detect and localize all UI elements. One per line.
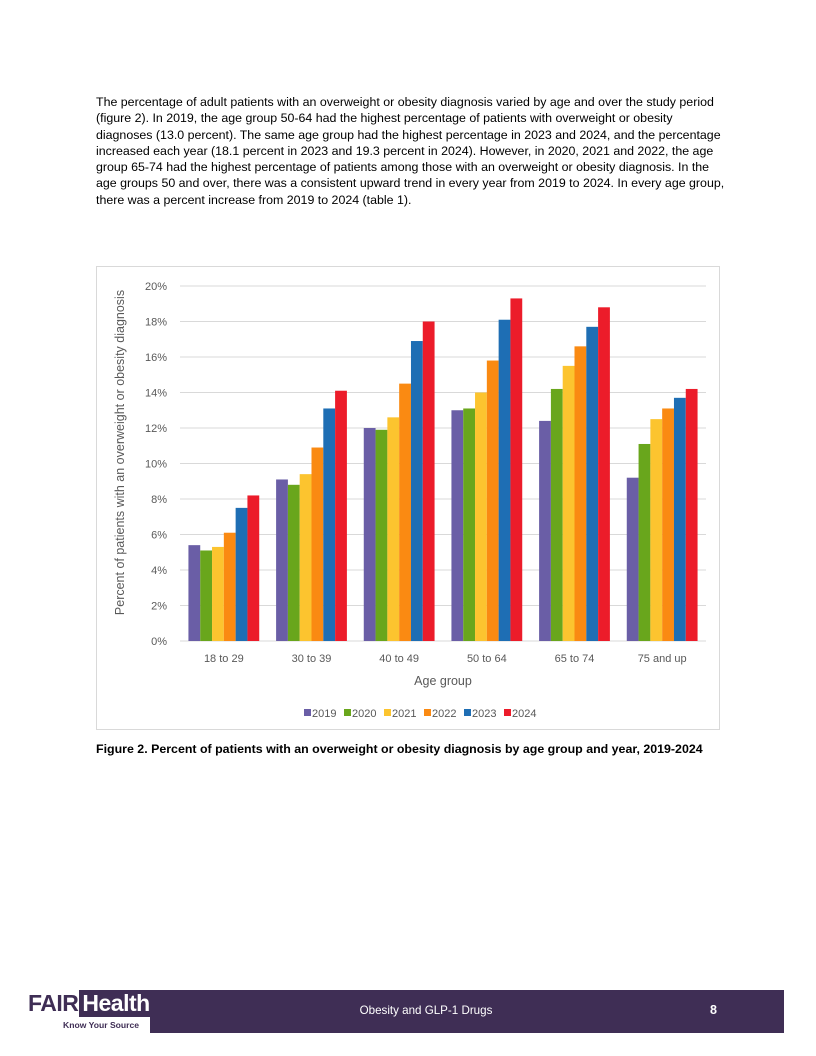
x-tick-label: 65 to 74 [554,653,595,665]
chart-frame [96,266,720,730]
bar-2022-50-to-64 [487,361,499,641]
bar-2024-75-and-up [686,389,698,641]
legend-label-2021: 2021 [392,708,417,720]
bar-2021-30-to-39 [300,474,312,641]
y-tick-label: 0% [151,636,167,648]
bar-2020-75-and-up [639,444,651,641]
y-tick-label: 10% [144,458,167,471]
footer-bar [150,990,784,1033]
bar-2023-18-to-29 [236,508,248,641]
bar-2019-65-to-74 [539,421,551,641]
bar-2023-50-to-64 [499,320,511,641]
bar-2022-18-to-29 [224,533,236,641]
bar-2021-18-to-29 [212,547,224,641]
bar-2021-50-to-64 [475,393,487,642]
y-tick-label: 4% [151,565,167,577]
bar-2021-65-to-74 [563,366,575,641]
bar-2020-30-to-39 [288,485,300,641]
bar-2024-65-to-74 [598,307,610,641]
bar-2024-18-to-29 [247,495,259,641]
y-axis-title: Percent of patients with an overweight or obesity diagnosis [113,289,127,616]
legend-label-2024: 2024 [512,708,537,720]
bar-2019-50-to-64 [451,410,463,641]
bar-2020-65-to-74 [551,389,563,641]
legend-label-2019: 2019 [312,708,337,720]
bar-2020-50-to-64 [463,408,475,641]
bar-2020-18-to-29 [200,550,212,641]
y-tick-label: 12% [144,423,167,435]
bar-2023-40-to-49 [411,341,423,641]
x-tick-label: 75 and up [637,653,687,665]
logo-health: Health [79,990,152,1017]
body-paragraph: The percentage of adult patients with an overweight or obesity diagnosis varied by age and over the study period (figure 2). In 2019, the age group 50-64 had the highest percentage of patients with overweight or obesity diagnoses (13.0 percent). The same age group had the highest percentage in 2023 and 2024, and the percentage increased each year (18.1 percent in 2023 and 19.3 percent in 2024). However, in 2020, 2021 and 2022, the age group 65-74 had the highest percentage of patients among those with an overweight or obesity diagnosis. In the age groups 50 and over, there was a consistent upward trend in every year from 2019 to 2024. In every age group, there was a percent increase from 2019 to 2024 (table 1). [96,95,725,207]
x-axis-title: Age group [414,674,472,688]
legend-swatch-2019 [304,709,311,716]
logo-fair: FAIR [28,990,79,1016]
fair-health-logo [28,990,148,1034]
legend-swatch-2020 [344,709,351,716]
bar-2023-75-and-up [674,398,686,641]
y-tick-label: 8% [151,494,167,506]
y-tick-label: 18% [144,316,167,329]
x-tick-label: 40 to 49 [379,653,420,665]
bar-2019-75-and-up [627,478,639,641]
page-number: 8 [710,1003,717,1017]
bar-2019-40-to-49 [364,428,376,641]
figure-caption: Figure 2. Percent of patients with an overweight or obesity diagnosis by age group and year, 2019-2024 [96,742,703,756]
bar-chart [97,267,719,729]
bar-2019-18-to-29 [188,545,200,641]
bar-2020-40-to-49 [376,430,388,641]
legend-swatch-2021 [384,709,391,716]
legend-label-2022: 2022 [432,708,457,720]
y-tick-label: 20% [144,281,167,293]
legend-swatch-2022 [424,709,431,716]
legend-label-2023: 2023 [472,708,497,720]
logo-wordmark [28,990,153,1017]
bar-2021-75-and-up [650,419,662,641]
bar-2022-30-to-39 [312,448,324,641]
y-tick-label: 2% [151,600,167,613]
legend-swatch-2024 [504,709,511,716]
bar-2022-65-to-74 [575,346,587,641]
y-tick-label: 14% [144,387,167,400]
bar-2024-40-to-49 [423,322,435,642]
bar-2022-40-to-49 [399,384,411,641]
x-tick-label: 50 to 64 [466,653,507,665]
bar-2024-30-to-39 [335,391,347,641]
legend-label-2020: 2020 [352,708,377,720]
footer-title: Obesity and GLP-1 Drugs [359,1004,493,1017]
x-tick-label: 30 to 39 [291,653,332,665]
bar-2023-30-to-39 [323,408,335,641]
bar-2021-40-to-49 [387,417,399,641]
bar-2019-30-to-39 [276,479,288,641]
bar-2022-75-and-up [662,408,674,641]
bar-2023-65-to-74 [586,327,598,641]
logo-tagline: Know Your Source [63,1020,140,1030]
x-tick-label: 18 to 29 [203,653,244,665]
legend-swatch-2023 [464,709,471,716]
y-tick-label: 16% [144,352,167,364]
y-tick-label: 6% [151,529,167,542]
bar-2024-50-to-64 [510,298,522,641]
